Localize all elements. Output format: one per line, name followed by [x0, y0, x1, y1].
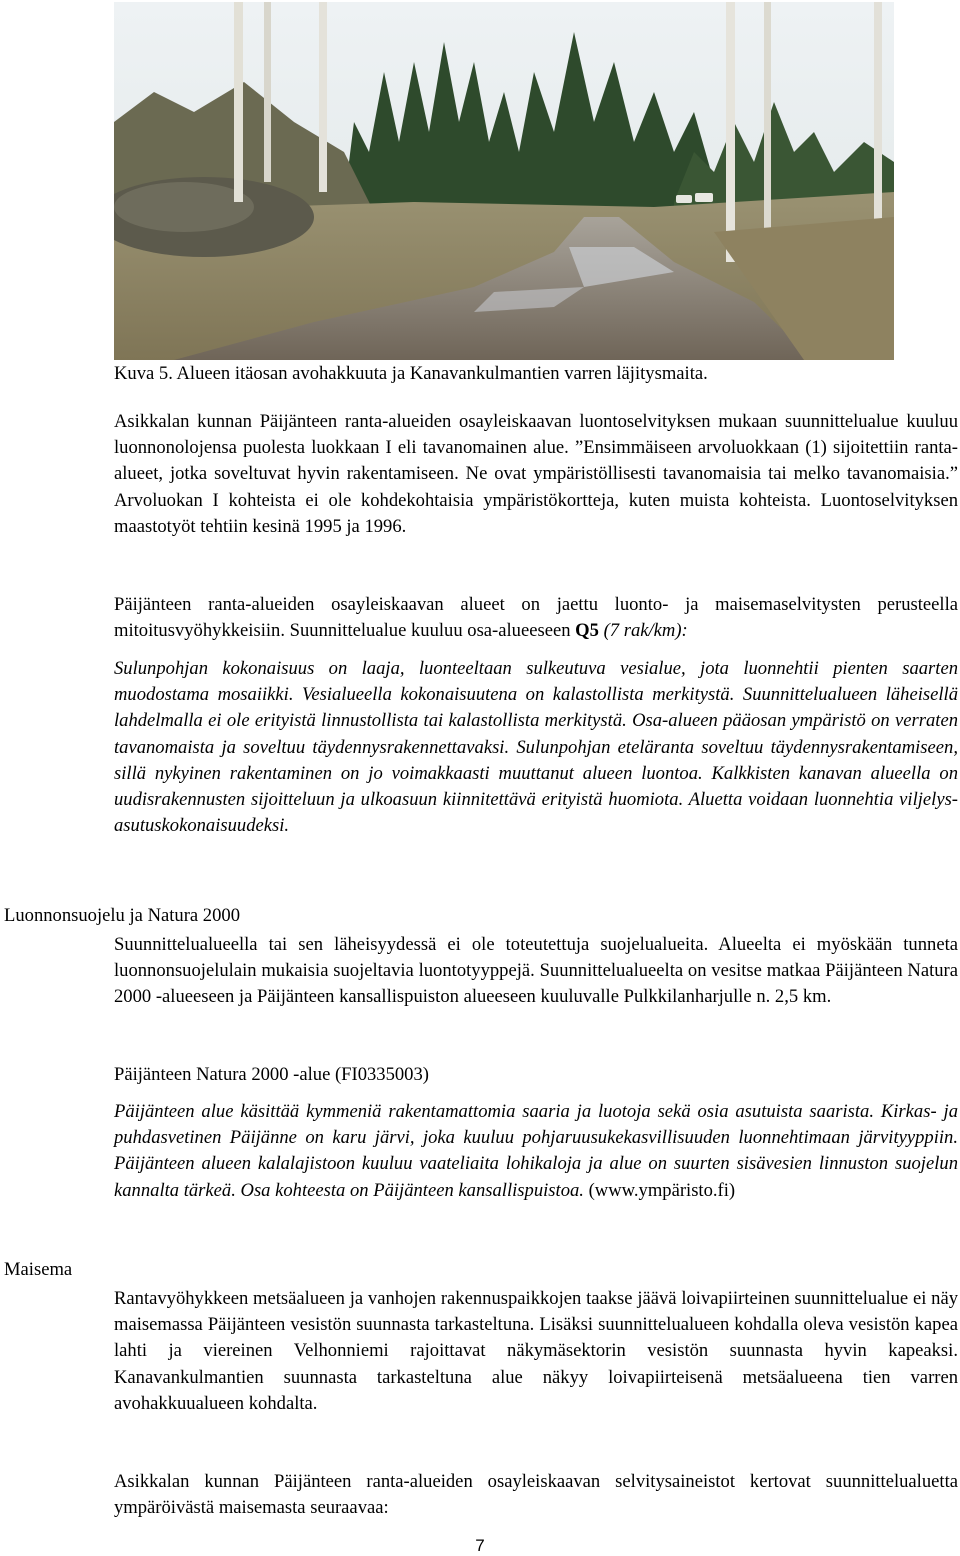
paragraph-zones — [114, 592, 958, 644]
section-heading-landscape: Maisema — [4, 1259, 73, 1280]
photo-illustration — [114, 2, 894, 360]
page-number: 7 — [475, 1536, 485, 1555]
natura-quote — [114, 1099, 958, 1204]
paragraph-zone-description: Sulunpohjan kokonaisuus on laaja, luonteeltaan sulkeutuva vesialue, jota luonnehtii pienten saarten muodostama mosaiikki. Vesialueella kokonaisuutena on kalastollista merkitystä. Suunnittelualueen läheisellä lahdelmalla ei ole erityistä linnustollista tai kalastollista merkitystä. Osa-alueen pääosan ympäristö on verraten tavanomaista ja soveltuu täydennysrakennettavaksi. Sulunpohjan eteläranta soveltuu täydennysrakentamiseen, sillä nykyinen rakentaminen on jo voimakkaasti muuttanut alueen luontoa. Kalkkisten kanavan alueella on uudisrakennusten sijoitteluun ja ulkoasuun kiinnitettävä erityistä huomiota. Aluetta voidaan luonnehtia viljelys-asutuskokonaisuudeksi. — [114, 658, 958, 837]
natura-subheading: Päijänteen Natura 2000 -alue (FI0335003) — [114, 1064, 429, 1085]
natura-source: (www.ympäristo.fi) — [588, 1179, 736, 1201]
zone-code: Q5 — [575, 620, 599, 642]
figure-caption: Kuva 5. Alueen itäosan avohakkuuta ja Kanavankulmantien varren läjitysmaita. — [114, 363, 708, 384]
clearcut-road-photo — [114, 2, 894, 360]
paragraph-nature: Suunnittelualueella tai sen läheisyydessä ei ole toteutettuja suojelualueita. Alueelta ei myöskään tunneta luonnonsuojelulain mukaisia suojeltavia luontotyyppejä. Suunnittelualueelta on vesitse matkaa Päijänteen Natura 2000 -alueeseen ja Päijänteen kansallispuiston alueeseen kuuluvalle Pulkkilanharjulle n. 2,5 km. — [114, 934, 958, 1008]
paragraph-landscape: Rantavyöhykkeen metsäalueen ja vanhojen rakennuspaikkojen taakse jäävä loivapiirteinen suunnittelualue ei näy maisemassa Päijänteen vesistön suunnasta tarkasteltuna. Lisäksi suunnittelualueen kohdalla oleva vesistön kapea lahti ja viereinen Velhonniemi rajoittavat näkymäsektorin vesistön suunnasta hyvin kapeaksi. Kanavankulmantien suunnasta tarkasteltuna alue näkyy loivapiirteisenä metsäalueena tien varren avohakkuualueen kohdalta. — [114, 1288, 958, 1414]
zones-text: Päijänteen ranta-alueiden osayleiskaavan alueet on jaettu luonto- ja maisemaselvitysten perusteella mitoitusvyöhykkeisiin. Suunnittelualue kuuluu osa-alueeseen — [114, 594, 958, 642]
section-heading-nature: Luonnonsuojelu ja Natura 2000 — [4, 905, 240, 926]
zone-density: (7 rak/km): — [603, 620, 688, 642]
paragraph-landscape-intro: Asikkalan kunnan Päijänteen ranta-alueiden osayleiskaavan selvitysaineistot kertovat suunnittelualuetta ympäröivästä maisemasta seuraavaa: — [114, 1471, 958, 1519]
paragraph-classification: Asikkalan kunnan Päijänteen ranta-alueiden osayleiskaavan luontoselvityksen mukaan suunnittelualue kuuluu luonnonolojensa puolesta luokkaan I eli tavanomainen alue. ”Ensimmäiseen arvoluokkaan (1) sijoitettiin ranta-alueet, jotka soveltuvat hyvin rakentamiseen. Ne ovat ympäristöllisesti tavanomaisia tai melko tavanomaisia.” Arvoluokan I kohteista ei ole kohdekohtaisia ympäristökortteja, kuten muista kohteista. Luontoselvityksen maastotyöt tehtiin kesinä 1995 ja 1996. — [114, 411, 958, 537]
natura-quote-text: Päijänteen alue käsittää kymmeniä rakentamattomia saaria ja luotoja sekä osia asutuista saarista. Kirkas- ja puhdasvetinen Päijänne on karu järvi, joka kuuluu pohjaruusukekasvillisuuden luonnehtimaan järvityyppiin. Päijänteen alueen kalalajistoon kuuluu vaateliaita lohikaloja ja alue on suurten sisävesien linnuston suojelun kannalta tärkeä. Osa kohteesta on Päijänteen kansallispuistoa. — [114, 1101, 958, 1201]
